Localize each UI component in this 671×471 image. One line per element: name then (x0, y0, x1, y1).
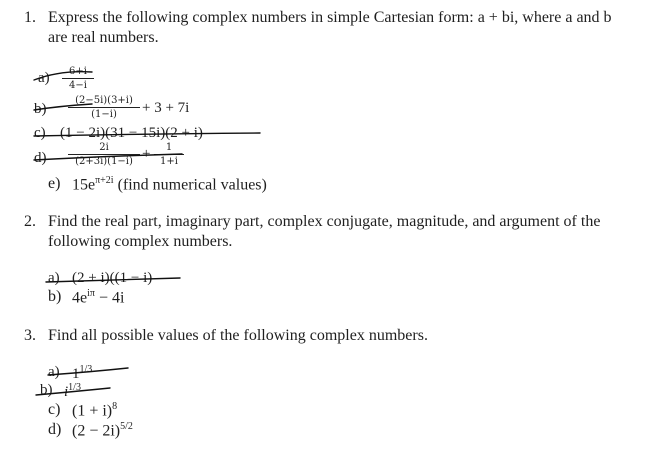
q1d-label: d) (34, 150, 47, 166)
q1b-numerator: (2−5i)(3+i) (75, 95, 133, 106)
q1d-plus: + (142, 146, 151, 162)
q3c-label: c) (48, 401, 61, 418)
q1e-exponent: π+2i (95, 175, 114, 186)
q3-number: 3. (24, 327, 36, 344)
q2b-label: b) (48, 288, 62, 305)
q3b-label: b) (40, 382, 53, 398)
q2-text-line2: following complex numbers. (48, 233, 233, 250)
q2-text-line1: Find the real part, imaginary part, complex conjugate, magnitude, and argument of the (48, 213, 601, 230)
q3-text-line1: Find all possible values of the following complex numbers. (48, 327, 428, 344)
q1-number: 1. (24, 9, 36, 26)
q2-number: 2. (24, 213, 36, 230)
q1d-numerator-2: 1 (165, 142, 173, 153)
q1c-label: c) (34, 125, 46, 141)
q1b-label: b) (34, 101, 47, 117)
q1e-label: e) (48, 175, 61, 192)
q3a-label: a) (48, 364, 60, 380)
q3d-expression: $(2 - 2i)^{5/2}$ (72, 421, 133, 440)
q3a-expression: $1^{1/3}$ (72, 364, 93, 382)
q1d-denominator-2: 1+i (160, 156, 178, 167)
q2b-expression: $4e^{i\pi} - 4i$ (72, 288, 125, 307)
q2b-tail: − 4i (98, 289, 125, 307)
q3d-label: d) (48, 421, 62, 438)
q1d-numerator-1: 2i (99, 142, 109, 153)
q1b-tail: + 3 + 7i (142, 100, 190, 116)
q1b-denominator: (1−i) (91, 109, 117, 120)
q1e-tail: (find numerical values) (117, 176, 267, 194)
q1d-denominator-1: (2+3i)(1−i) (75, 156, 133, 167)
q1c-expression: (1 − 2i)(31 − 15i)(2 + i) (60, 125, 203, 141)
q2a-label: a) (48, 270, 60, 286)
q3b-expression: $i^{1/3}$ (64, 382, 81, 400)
q2a-expression: (2 + i)((1 − i) (72, 270, 153, 286)
q3a-exponent: 1/3 (79, 364, 93, 375)
q3c-expression: $(1 + i)^8$ (72, 401, 118, 420)
q1-text-line1: Express the following complex numbers in simple Cartesian form: a + bi, where a and b (48, 9, 612, 26)
q3c-exponent: 8 (112, 401, 118, 412)
q1a-label: a) (38, 70, 50, 86)
q2b-exponent: iπ (87, 288, 95, 299)
q3b-exponent: 1/3 (68, 382, 81, 393)
q1a-denominator: 4−i (69, 80, 87, 91)
q1b-fraction (68, 95, 140, 120)
q3d-exponent: 5/2 (120, 421, 133, 432)
q1e-expression: $15e^{\pi+2i}$ (find numerical values) (72, 175, 267, 194)
q1-text-line2: are real numbers. (48, 29, 159, 46)
q1a-fraction (62, 66, 94, 91)
q1a-numerator: 6+i (69, 66, 87, 77)
q1d-fraction-2 (154, 142, 184, 167)
q1d-fraction-1 (68, 142, 140, 167)
